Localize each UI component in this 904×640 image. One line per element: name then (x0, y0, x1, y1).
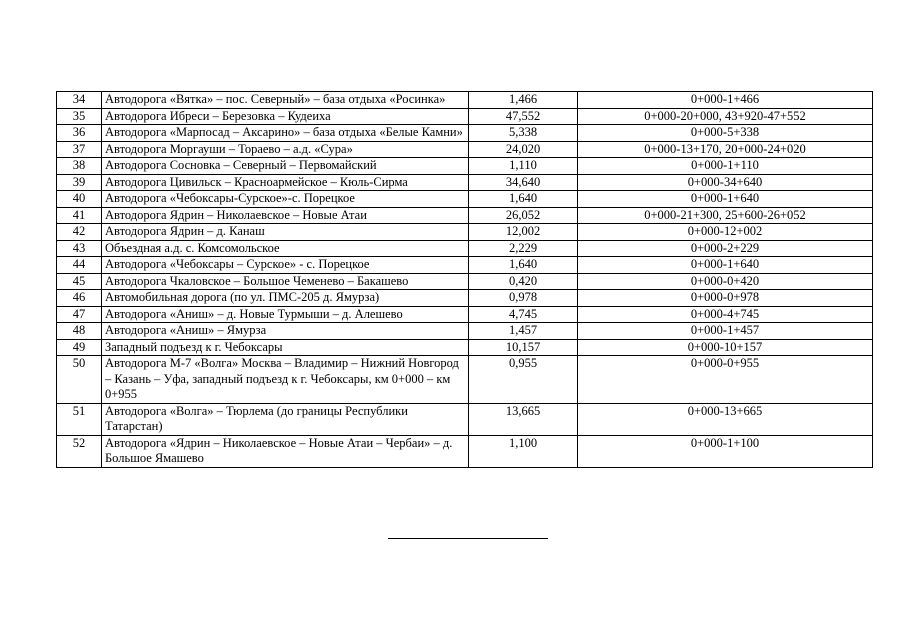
road-km-range: 0+000-1+640 (578, 191, 873, 208)
road-name: Автодорога Ядрин – Николаевское – Новые Атаи (102, 207, 469, 224)
row-number: 48 (57, 323, 102, 340)
road-km-range: 0+000-21+300, 25+600-26+052 (578, 207, 873, 224)
table-row (57, 290, 873, 307)
road-km-range: 0+000-20+000, 43+920-47+552 (578, 108, 873, 125)
road-km-range: 0+000-13+665 (578, 403, 873, 435)
road-name: Автодорога Ядрин – д. Канаш (102, 224, 469, 241)
table-row (57, 125, 873, 142)
road-length: 1,110 (469, 158, 578, 175)
road-length: 0,978 (469, 290, 578, 307)
table-row (57, 306, 873, 323)
row-number: 44 (57, 257, 102, 274)
road-km-range: 0+000-13+170, 20+000-24+020 (578, 141, 873, 158)
table-row (57, 207, 873, 224)
row-number: 45 (57, 273, 102, 290)
road-km-range: 0+000-0+978 (578, 290, 873, 307)
road-name: Автодорога «Аниш» – Ямурза (102, 323, 469, 340)
row-number: 40 (57, 191, 102, 208)
road-name: Автомобильная дорога (по ул. ПМС-205 д. Ямурза) (102, 290, 469, 307)
road-name: Западный подъезд к г. Чебоксары (102, 339, 469, 356)
row-number: 35 (57, 108, 102, 125)
road-km-range: 0+000-1+110 (578, 158, 873, 175)
road-length: 5,338 (469, 125, 578, 142)
road-length: 34,640 (469, 174, 578, 191)
table-row (57, 273, 873, 290)
road-length: 1,457 (469, 323, 578, 340)
road-km-range: 0+000-1+457 (578, 323, 873, 340)
road-km-range: 0+000-0+420 (578, 273, 873, 290)
road-name: Объездная а.д. с. Комсомольское (102, 240, 469, 257)
table-row (57, 356, 873, 404)
road-km-range: 0+000-1+640 (578, 257, 873, 274)
row-number: 49 (57, 339, 102, 356)
road-length: 1,466 (469, 92, 578, 109)
road-km-range: 0+000-5+338 (578, 125, 873, 142)
road-km-range: 0+000-0+955 (578, 356, 873, 404)
row-number: 46 (57, 290, 102, 307)
roads-table-body (57, 92, 873, 468)
row-number: 52 (57, 435, 102, 467)
road-length: 1,640 (469, 257, 578, 274)
row-number: 41 (57, 207, 102, 224)
road-length: 2,229 (469, 240, 578, 257)
road-name: Автодорога «Ядрин – Николаевское – Новые Атаи – Чербаи» – д. Большое Ямашево (102, 435, 469, 467)
row-number: 36 (57, 125, 102, 142)
road-length: 26,052 (469, 207, 578, 224)
footer-separator-line (388, 538, 548, 539)
table-row (57, 141, 873, 158)
road-km-range: 0+000-1+100 (578, 435, 873, 467)
row-number: 42 (57, 224, 102, 241)
road-name: Автодорога «Чебоксары-Сурское»-с. Порецкое (102, 191, 469, 208)
table-row (57, 108, 873, 125)
road-length: 10,157 (469, 339, 578, 356)
road-length: 13,665 (469, 403, 578, 435)
road-length: 47,552 (469, 108, 578, 125)
row-number: 51 (57, 403, 102, 435)
row-number: 43 (57, 240, 102, 257)
road-length: 1,100 (469, 435, 578, 467)
table-row (57, 191, 873, 208)
road-length: 1,640 (469, 191, 578, 208)
road-km-range: 0+000-10+157 (578, 339, 873, 356)
road-name: Автодорога «Чебоксары – Сурское» - с. Порецкое (102, 257, 469, 274)
road-name: Автодорога М-7 «Волга» Москва – Владимир – Нижний Новгород – Казань – Уфа, западный подъезд к г. Чебоксары, км 0+000 – км 0+955 (102, 356, 469, 404)
table-row (57, 240, 873, 257)
road-name: Автодорога Ибреси – Березовка – Кудеиха (102, 108, 469, 125)
road-length: 24,020 (469, 141, 578, 158)
table-row (57, 92, 873, 109)
row-number: 34 (57, 92, 102, 109)
table-row (57, 224, 873, 241)
road-length: 4,745 (469, 306, 578, 323)
road-km-range: 0+000-4+745 (578, 306, 873, 323)
road-km-range: 0+000-12+002 (578, 224, 873, 241)
row-number: 50 (57, 356, 102, 404)
road-name: Автодорога «Марпосад – Аксарино» – база отдыха «Белые Камни» (102, 125, 469, 142)
road-name: Автодорога Моргауши – Тораево – а.д. «Сура» (102, 141, 469, 158)
road-length: 12,002 (469, 224, 578, 241)
table-row (57, 403, 873, 435)
table-row (57, 323, 873, 340)
table-row (57, 174, 873, 191)
road-length: 0,420 (469, 273, 578, 290)
row-number: 47 (57, 306, 102, 323)
table-row (57, 339, 873, 356)
row-number: 39 (57, 174, 102, 191)
roads-table (56, 91, 873, 468)
road-name: Автодорога «Вятка» – пос. Северный» – база отдыха «Росинка» (102, 92, 469, 109)
table-row (57, 435, 873, 467)
row-number: 37 (57, 141, 102, 158)
road-name: Автодорога Сосновка – Северный – Первомайский (102, 158, 469, 175)
road-length: 0,955 (469, 356, 578, 404)
table-row (57, 158, 873, 175)
road-name: Автодорога Чкаловское – Большое Чеменево – Бакашево (102, 273, 469, 290)
road-km-range: 0+000-2+229 (578, 240, 873, 257)
road-name: Автодорога «Волга» – Тюрлема (до границы Республики Татарстан) (102, 403, 469, 435)
road-km-range: 0+000-1+466 (578, 92, 873, 109)
road-km-range: 0+000-34+640 (578, 174, 873, 191)
road-name: Автодорога Цивильск – Красноармейское – Кюль-Сирма (102, 174, 469, 191)
row-number: 38 (57, 158, 102, 175)
table-row (57, 257, 873, 274)
road-name: Автодорога «Аниш» – д. Новые Турмыши – д. Алешево (102, 306, 469, 323)
